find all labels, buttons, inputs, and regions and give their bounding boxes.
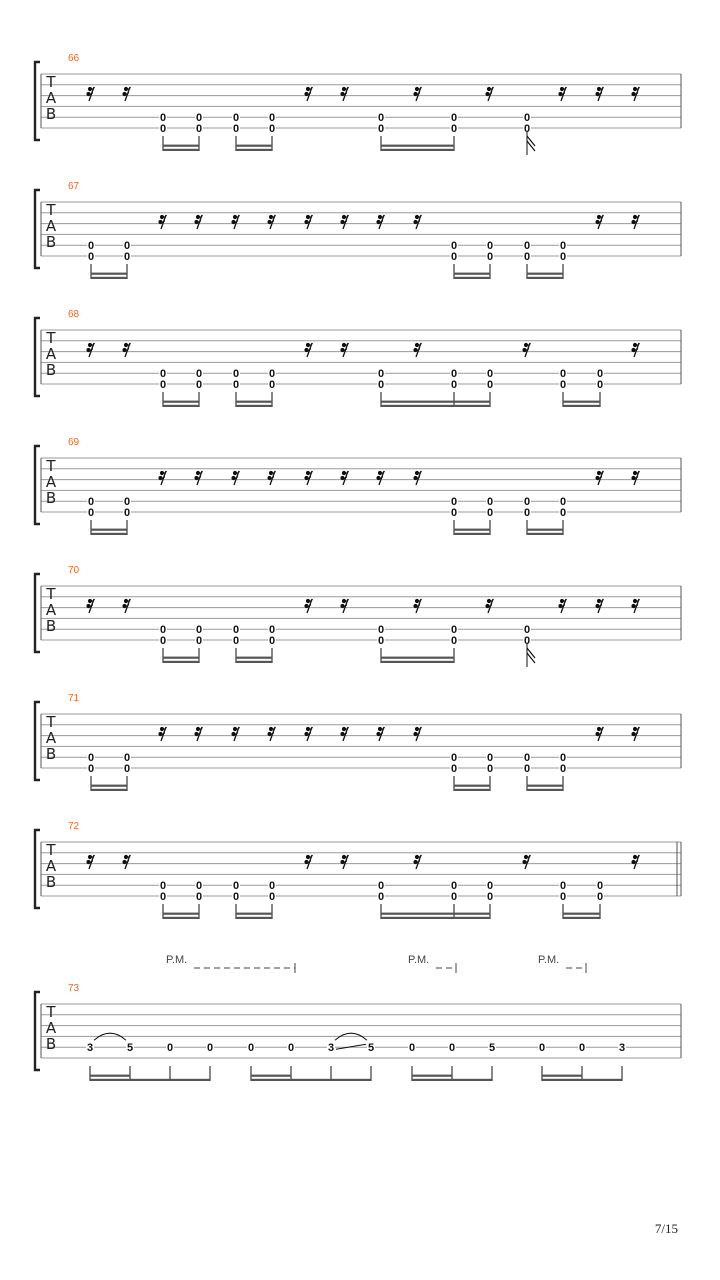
fret-number: 0 — [123, 763, 131, 775]
tab-clef-letter: T — [46, 585, 56, 603]
sixteenth-rest — [122, 855, 130, 869]
beam — [563, 405, 600, 407]
fret-number: 0 — [87, 240, 95, 253]
note — [166, 1042, 174, 1081]
tab-clef-letter: A — [45, 473, 57, 491]
fret-number: 0 — [87, 507, 95, 519]
fret-number: 0 — [377, 368, 385, 381]
fret-number: 0 — [450, 752, 458, 765]
fret-number: 0 — [195, 379, 203, 391]
sixteenth-rest — [413, 87, 421, 101]
beam — [163, 401, 199, 403]
fret-number: 0 — [523, 123, 531, 135]
sixteenth-rest — [595, 471, 603, 485]
tab-clef-letter: B — [45, 617, 57, 635]
fret-number: 0 — [523, 112, 531, 125]
tab-clef-letter: T — [46, 457, 56, 475]
fret-number: 0 — [268, 635, 276, 647]
tab-clef-letter: B — [45, 1035, 57, 1053]
sixteenth-rest — [631, 343, 639, 357]
tab-clef-letter: A — [45, 345, 57, 363]
tab-clef-letter: T — [46, 713, 56, 731]
fret-number: 0 — [159, 368, 167, 381]
beam — [381, 913, 490, 915]
system-69 — [35, 437, 681, 535]
sixteenth-rest — [485, 599, 493, 613]
fret-number: 0 — [123, 752, 131, 765]
note — [206, 1042, 214, 1081]
fret-number: 0 — [159, 624, 167, 637]
beam — [527, 789, 563, 791]
sixteenth-rest — [631, 215, 639, 229]
system-bracket — [35, 318, 40, 396]
sixteenth-rest — [231, 727, 239, 741]
fret-number: 0 — [268, 379, 276, 391]
fret-number: 0 — [523, 635, 531, 647]
sixteenth-rest — [376, 215, 384, 229]
sixteenth-rest — [376, 727, 384, 741]
fret-number: 0 — [159, 123, 167, 135]
beam — [412, 1075, 452, 1077]
fret-number: 0 — [559, 891, 567, 903]
sixteenth-rest — [631, 855, 639, 869]
tab-clef-letter: A — [45, 601, 57, 619]
beam — [381, 149, 454, 151]
fret-number: 0 — [486, 880, 494, 893]
fret-number: 0 — [486, 251, 494, 263]
sixteenth-rest — [558, 599, 566, 613]
sixteenth-rest — [485, 87, 493, 101]
fret-number: 0 — [450, 251, 458, 263]
beam — [381, 401, 490, 403]
sixteenth-rest — [304, 471, 312, 485]
sixteenth-rest — [194, 727, 202, 741]
fret-number: 0 — [166, 1042, 174, 1055]
fret-number: 0 — [450, 123, 458, 135]
beam — [251, 1075, 291, 1077]
sixteenth-rest — [304, 343, 312, 357]
fret-number: 0 — [596, 368, 604, 381]
beam — [163, 405, 199, 407]
fret-number: 0 — [450, 368, 458, 381]
beam — [91, 533, 127, 535]
beam — [527, 273, 563, 275]
fret-number: 0 — [232, 123, 240, 135]
fret-number: 0 — [450, 240, 458, 253]
sixteenth-rest — [413, 599, 421, 613]
fret-number: 0 — [377, 880, 385, 893]
palm-mute-marking — [166, 954, 295, 973]
beam — [90, 1075, 130, 1077]
system-bracket — [35, 190, 40, 268]
sixteenth-rest — [194, 215, 202, 229]
fret-number: 0 — [232, 880, 240, 893]
measure-number: 69 — [68, 437, 80, 448]
fret-number: 5 — [367, 1042, 375, 1055]
fret-number: 0 — [123, 251, 131, 263]
fret-number: 0 — [486, 368, 494, 381]
note — [367, 1042, 375, 1081]
chord — [523, 624, 535, 667]
beam — [381, 145, 454, 147]
fret-number: 0 — [159, 891, 167, 903]
fret-number: 0 — [377, 379, 385, 391]
fret-number: 0 — [159, 880, 167, 893]
beam — [563, 913, 600, 915]
fret-number: 0 — [486, 752, 494, 765]
beam — [454, 533, 490, 535]
system-71 — [35, 693, 681, 791]
sixteenth-rest — [304, 855, 312, 869]
system-bracket — [35, 446, 40, 524]
sixteenth-rest — [158, 471, 166, 485]
fret-number: 0 — [206, 1042, 214, 1055]
fret-number: 0 — [195, 635, 203, 647]
fret-number: 0 — [523, 763, 531, 775]
fret-number: 0 — [559, 507, 567, 519]
sixteenth-rest — [304, 599, 312, 613]
page-number: 7/15 — [654, 1221, 678, 1236]
sixteenth-rest — [413, 727, 421, 741]
fret-number: 0 — [578, 1042, 586, 1055]
fret-number: 0 — [486, 763, 494, 775]
fret-number: 0 — [195, 891, 203, 903]
sixteenth-rest — [86, 855, 94, 869]
measure-number: 66 — [68, 53, 80, 64]
beam — [563, 401, 600, 403]
sixteenth-rest — [304, 727, 312, 741]
sixteenth-rest — [340, 343, 348, 357]
beam — [163, 149, 199, 151]
fret-number: 0 — [232, 635, 240, 647]
fret-number: 0 — [159, 112, 167, 125]
fret-number: 0 — [268, 891, 276, 903]
fret-number: 0 — [87, 763, 95, 775]
fret-number: 0 — [559, 752, 567, 765]
beam — [163, 657, 199, 659]
sixteenth-rest — [522, 855, 530, 869]
fret-number: 0 — [596, 880, 604, 893]
fret-number: 5 — [126, 1042, 134, 1055]
chord — [523, 112, 535, 155]
sixteenth-rest — [267, 215, 275, 229]
tab-clef-letter: A — [45, 729, 57, 747]
fret-number: 0 — [232, 891, 240, 903]
measure-number: 72 — [68, 821, 80, 832]
beam — [527, 277, 563, 279]
system-bracket — [35, 62, 40, 140]
tab-clef-letter: B — [45, 873, 57, 891]
fret-number: 0 — [559, 251, 567, 263]
beam — [251, 1079, 371, 1081]
fret-number: 3 — [327, 1042, 335, 1055]
sixteenth-rest — [122, 87, 130, 101]
fret-number: 0 — [377, 123, 385, 135]
sixteenth-rest — [122, 599, 130, 613]
fret-number: 0 — [486, 240, 494, 253]
sixteenth-rest — [340, 855, 348, 869]
fret-number: 0 — [523, 496, 531, 509]
fret-number: 0 — [486, 891, 494, 903]
tab-clef-letter: A — [45, 1019, 57, 1037]
beam — [236, 401, 272, 403]
fret-number: 0 — [268, 624, 276, 637]
fret-number: 0 — [268, 368, 276, 381]
beam — [454, 785, 490, 787]
beam — [412, 1079, 492, 1081]
sixteenth-rest — [595, 87, 603, 101]
fret-number: 0 — [268, 123, 276, 135]
system-66 — [35, 53, 681, 155]
sixteenth-rest — [631, 87, 639, 101]
tab-clef-letter: T — [46, 1003, 56, 1021]
sixteenth-rest — [86, 599, 94, 613]
measure-number: 67 — [68, 181, 80, 192]
beam — [542, 1079, 622, 1081]
fret-number: 0 — [486, 379, 494, 391]
fret-number: 0 — [450, 496, 458, 509]
sixteenth-rest — [340, 727, 348, 741]
beam — [163, 661, 199, 663]
fret-number: 0 — [559, 880, 567, 893]
sixteenth-rest — [595, 215, 603, 229]
fret-number: 0 — [559, 379, 567, 391]
fret-number: 0 — [268, 112, 276, 125]
beam — [381, 405, 490, 407]
fret-number: 0 — [377, 891, 385, 903]
system-bracket — [35, 830, 40, 908]
tremolo-flag — [527, 653, 535, 663]
sixteenth-rest — [340, 87, 348, 101]
fret-number: 0 — [523, 251, 531, 263]
fret-number: 0 — [87, 251, 95, 263]
fret-number: 0 — [232, 624, 240, 637]
fret-number: 0 — [159, 379, 167, 391]
fret-number: 0 — [377, 112, 385, 125]
fret-number: 0 — [195, 123, 203, 135]
beam — [527, 785, 563, 787]
beam — [454, 789, 490, 791]
fret-number: 0 — [486, 496, 494, 509]
sixteenth-rest — [267, 727, 275, 741]
system-bracket — [35, 702, 40, 780]
fret-number: 0 — [486, 507, 494, 519]
beam — [527, 533, 563, 535]
tab-clef-letter: T — [46, 201, 56, 219]
note — [327, 1042, 335, 1081]
palm-mute-label: P.M. — [538, 954, 560, 966]
fret-number: 0 — [523, 752, 531, 765]
fret-number: 0 — [123, 496, 131, 509]
note — [618, 1042, 626, 1081]
fret-number: 0 — [377, 624, 385, 637]
beam — [236, 145, 272, 147]
sixteenth-rest — [631, 599, 639, 613]
fret-number: 0 — [450, 635, 458, 647]
sixteenth-rest — [267, 471, 275, 485]
beam — [236, 149, 272, 151]
tab-clef-letter: B — [45, 745, 57, 763]
beam — [91, 529, 127, 531]
sixteenth-rest — [158, 727, 166, 741]
tab-clef-letter: A — [45, 857, 57, 875]
system-73 — [35, 954, 681, 1081]
sixteenth-rest — [304, 87, 312, 101]
tab-clef-letter: B — [45, 489, 57, 507]
beam — [163, 917, 199, 919]
fret-number: 0 — [232, 368, 240, 381]
sixteenth-rest — [558, 87, 566, 101]
fret-number: 0 — [523, 240, 531, 253]
palm-mute-label: P.M. — [408, 954, 430, 966]
sixteenth-rest — [595, 599, 603, 613]
fret-number: 0 — [195, 880, 203, 893]
system-70 — [35, 565, 681, 667]
measure-number: 68 — [68, 309, 80, 320]
sixteenth-rest — [413, 215, 421, 229]
fret-number: 0 — [232, 112, 240, 125]
beam — [563, 917, 600, 919]
sixteenth-rest — [304, 215, 312, 229]
beam — [163, 145, 199, 147]
sixteenth-rest — [340, 599, 348, 613]
fret-number: 0 — [448, 1042, 456, 1055]
fret-number: 0 — [195, 112, 203, 125]
beam — [236, 405, 272, 407]
system-bracket — [35, 574, 40, 652]
system-72 — [35, 821, 681, 919]
fret-number: 0 — [450, 763, 458, 775]
sixteenth-rest — [522, 343, 530, 357]
fret-number: 0 — [450, 112, 458, 125]
fret-number: 0 — [559, 496, 567, 509]
sixteenth-rest — [194, 471, 202, 485]
fret-number: 0 — [123, 507, 131, 519]
tab-clef-letter: T — [46, 73, 56, 91]
system-68 — [35, 309, 681, 407]
sixteenth-rest — [413, 471, 421, 485]
fret-number: 0 — [195, 368, 203, 381]
fret-number: 0 — [559, 368, 567, 381]
fret-number: 0 — [268, 880, 276, 893]
fret-number: 0 — [87, 496, 95, 509]
tab-clef-letter: A — [45, 217, 57, 235]
beam — [542, 1075, 582, 1077]
tab-clef-letter: B — [45, 233, 57, 251]
beam — [236, 661, 272, 663]
beam — [381, 657, 454, 659]
sixteenth-rest — [631, 727, 639, 741]
beam — [91, 273, 127, 275]
sixteenth-rest — [122, 343, 130, 357]
beam — [236, 913, 272, 915]
beam — [236, 917, 272, 919]
sixteenth-rest — [86, 87, 94, 101]
fret-number: 0 — [596, 891, 604, 903]
beam — [454, 277, 490, 279]
sixteenth-rest — [158, 215, 166, 229]
fret-number: 0 — [538, 1042, 546, 1055]
sixteenth-rest — [376, 471, 384, 485]
sixteenth-rest — [340, 215, 348, 229]
fret-number: 0 — [123, 240, 131, 253]
fret-number: 0 — [195, 624, 203, 637]
tab-clef-letter: B — [45, 105, 57, 123]
fret-number: 0 — [523, 507, 531, 519]
system-67 — [35, 181, 681, 279]
fret-number: 0 — [408, 1042, 416, 1055]
fret-number: 3 — [618, 1042, 626, 1055]
measure-number: 70 — [68, 565, 80, 576]
tremolo-flag — [527, 141, 535, 151]
sixteenth-rest — [231, 215, 239, 229]
beam — [381, 661, 454, 663]
measure-number: 71 — [68, 693, 80, 704]
fret-number: 3 — [86, 1042, 94, 1055]
measure-number: 73 — [68, 983, 80, 994]
beam — [91, 277, 127, 279]
system-bracket — [35, 992, 40, 1070]
palm-mute-label: P.M. — [166, 954, 188, 966]
fret-number: 0 — [232, 379, 240, 391]
fret-number: 0 — [559, 763, 567, 775]
sixteenth-rest — [340, 471, 348, 485]
tremolo-flag — [527, 136, 535, 146]
sixteenth-rest — [231, 471, 239, 485]
fret-number: 0 — [559, 240, 567, 253]
fret-number: 0 — [247, 1042, 255, 1055]
beam — [91, 785, 127, 787]
sixteenth-rest — [413, 855, 421, 869]
beam — [236, 657, 272, 659]
beam — [527, 529, 563, 531]
fret-number: 0 — [450, 624, 458, 637]
fret-number: 0 — [287, 1042, 295, 1055]
beam — [454, 273, 490, 275]
fret-number: 0 — [377, 635, 385, 647]
beam — [91, 789, 127, 791]
fret-number: 0 — [450, 891, 458, 903]
sixteenth-rest — [631, 471, 639, 485]
fret-number: 0 — [450, 379, 458, 391]
tab-clef-letter: B — [45, 361, 57, 379]
fret-number: 0 — [87, 752, 95, 765]
fret-number: 0 — [596, 379, 604, 391]
fret-number: 0 — [523, 624, 531, 637]
beam — [90, 1079, 210, 1081]
fret-number: 0 — [450, 507, 458, 519]
beam — [163, 913, 199, 915]
tab-clef-letter: A — [45, 89, 57, 107]
fret-number: 0 — [450, 880, 458, 893]
tab-clef-letter: T — [46, 841, 56, 859]
sixteenth-rest — [86, 343, 94, 357]
palm-mute-marking — [538, 954, 586, 973]
beam — [381, 917, 490, 919]
sixteenth-rest — [595, 727, 603, 741]
fret-number: 5 — [488, 1042, 496, 1055]
beam — [454, 529, 490, 531]
note — [488, 1042, 496, 1081]
palm-mute-marking — [408, 954, 456, 973]
tremolo-flag — [527, 648, 535, 658]
fret-number: 0 — [159, 635, 167, 647]
sixteenth-rest — [413, 343, 421, 357]
tab-clef-letter: T — [46, 329, 56, 347]
